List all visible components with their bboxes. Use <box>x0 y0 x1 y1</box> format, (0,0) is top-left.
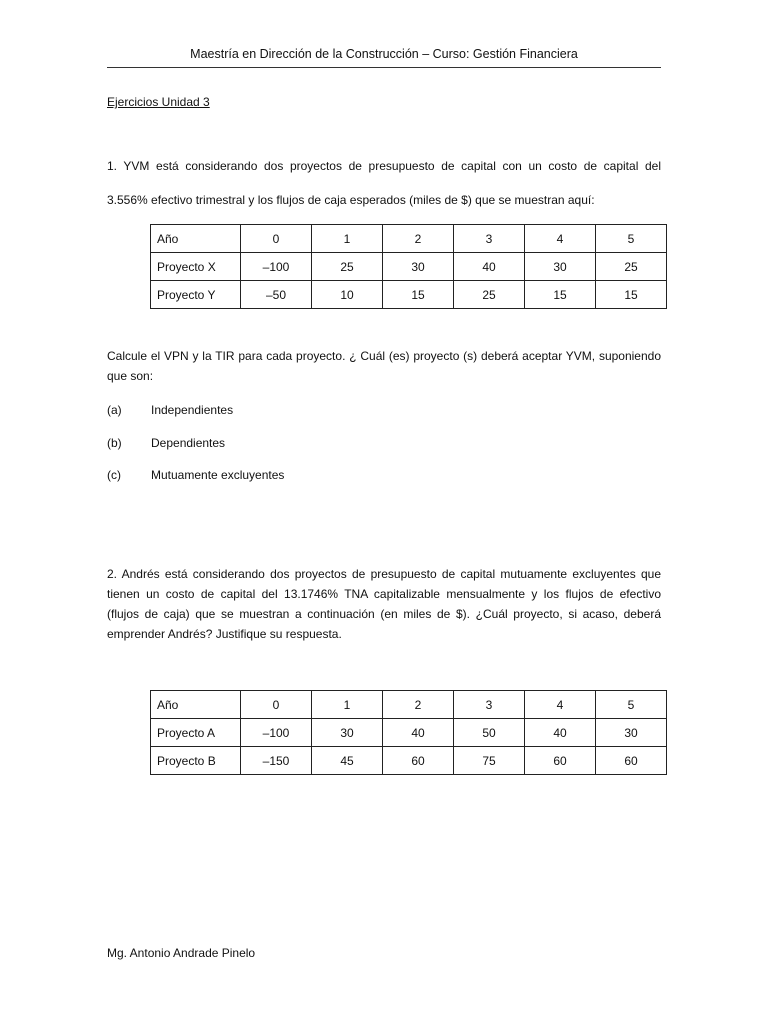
table-header-cell: 0 <box>241 691 312 719</box>
table-cell: 15 <box>525 281 596 309</box>
option-b-letter: (b) <box>107 436 122 450</box>
table-header-cell: 0 <box>241 225 312 253</box>
table-header-cell: 3 <box>454 691 525 719</box>
problem2-text-line2: tienen un costo de capital del 13.1746% TNA capitalizable mensualmente y los flujos de efectivo <box>107 587 661 601</box>
table-cell: Proyecto Y <box>151 281 241 309</box>
table-header-cell: 4 <box>525 691 596 719</box>
table-cell: 30 <box>312 719 383 747</box>
table-cell: 25 <box>312 253 383 281</box>
problem1-text-line2: 3.556% efectivo trimestral y los flujos de caja esperados (miles de $) que se muestran aquí: <box>107 193 595 207</box>
table-header-cell: 1 <box>312 225 383 253</box>
problem2-text-line3: (flujos de caja) que se muestran a continuación (en miles de $). ¿Cuál proyecto, si acaso, deberá <box>107 607 661 621</box>
option-a-text: Independientes <box>151 403 234 417</box>
table-cell: –50 <box>241 281 312 309</box>
table-row <box>151 253 667 281</box>
problem1-question-line2: que son: <box>107 369 154 383</box>
section-title: Ejercicios Unidad 3 <box>107 95 210 109</box>
table-header-cell: 4 <box>525 225 596 253</box>
table-cell: –100 <box>241 253 312 281</box>
table-cell: –100 <box>241 719 312 747</box>
table-cell: 60 <box>525 747 596 775</box>
cashflow-table-2 <box>150 690 667 775</box>
problem1-text-line1: 1. YVM está considerando dos proyectos de presupuesto de capital con un costo de capital del <box>107 159 661 173</box>
problem2-text-line4: emprender Andrés? Justifique su respuesta. <box>107 627 342 641</box>
table-row <box>151 719 667 747</box>
table-cell: 60 <box>596 747 667 775</box>
table-cell: 30 <box>383 253 454 281</box>
table-cell: Proyecto B <box>151 747 241 775</box>
table-cell: –150 <box>241 747 312 775</box>
page-header: Maestría en Dirección de la Construcción – Curso: Gestión Financiera <box>190 47 578 61</box>
option-c-letter: (c) <box>107 468 121 482</box>
option-a-letter: (a) <box>107 403 122 417</box>
table-header-cell: 1 <box>312 691 383 719</box>
table-cell: 25 <box>596 253 667 281</box>
table-cell: 25 <box>454 281 525 309</box>
table-cell: 40 <box>525 719 596 747</box>
table-row <box>151 281 667 309</box>
cashflow-table-1 <box>150 224 667 309</box>
table-header-cell: 3 <box>454 225 525 253</box>
table-cell: 40 <box>454 253 525 281</box>
table-header-cell: Año <box>151 691 241 719</box>
table-cell: 60 <box>383 747 454 775</box>
table-header-row <box>151 691 667 719</box>
footer-author: Mg. Antonio Andrade Pinelo <box>107 946 256 960</box>
problem1-question-line1: Calcule el VPN y la TIR para cada proyecto. ¿ Cuál (es) proyecto (s) deberá aceptar YVM, suponiendo <box>107 349 661 363</box>
table-header-row <box>151 225 667 253</box>
table-cell: Proyecto A <box>151 719 241 747</box>
table-cell: Proyecto X <box>151 253 241 281</box>
table-cell: 30 <box>596 719 667 747</box>
table-header-cell: 5 <box>596 225 667 253</box>
table-cell: 30 <box>525 253 596 281</box>
option-b-text: Dependientes <box>151 436 226 450</box>
table-cell: 10 <box>312 281 383 309</box>
table-header-cell: 2 <box>383 691 454 719</box>
table-row <box>151 747 667 775</box>
option-c-text: Mutuamente excluyentes <box>151 468 285 482</box>
table-cell: 15 <box>383 281 454 309</box>
table-cell: 50 <box>454 719 525 747</box>
table-header-cell: 5 <box>596 691 667 719</box>
table-cell: 45 <box>312 747 383 775</box>
header-divider <box>107 67 661 68</box>
table-cell: 40 <box>383 719 454 747</box>
table-cell: 75 <box>454 747 525 775</box>
table-header-cell: Año <box>151 225 241 253</box>
table-cell: 15 <box>596 281 667 309</box>
table-header-cell: 2 <box>383 225 454 253</box>
problem2-text-line1: 2. Andrés está considerando dos proyectos de presupuesto de capital mutuamente excluyentes que <box>107 567 661 581</box>
